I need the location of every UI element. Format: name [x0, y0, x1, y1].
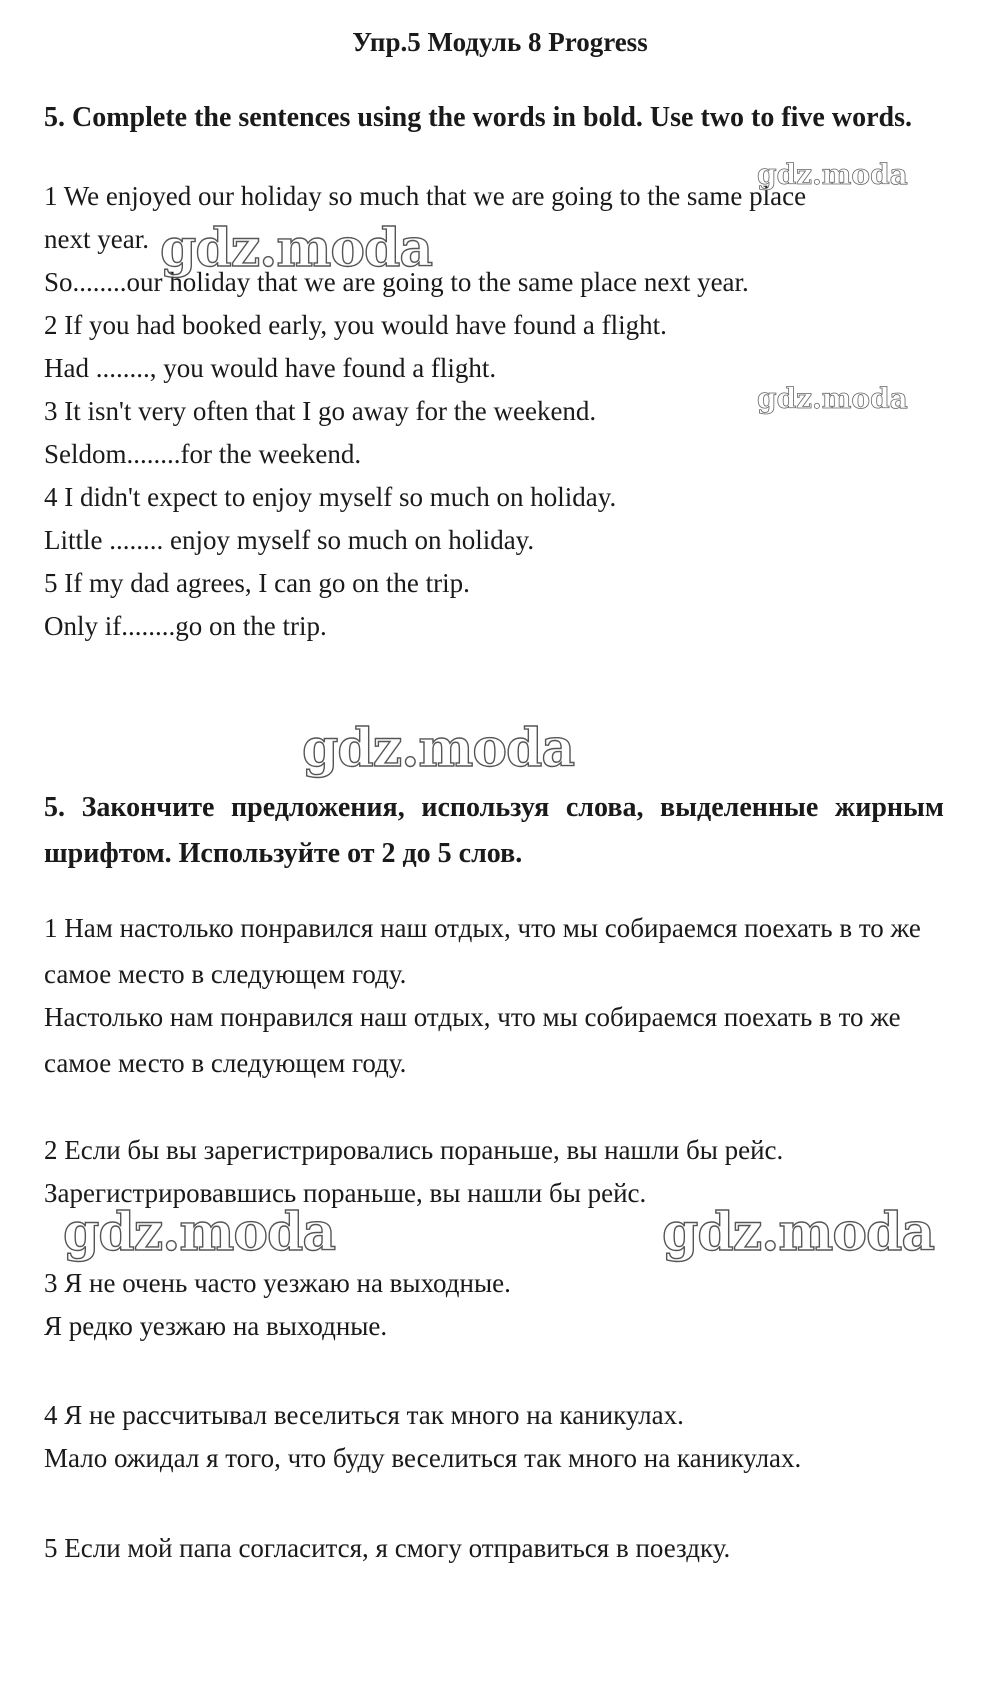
translation-original: 4 Я не рассчитывал веселиться так много на каникулах. [44, 1400, 684, 1430]
translation-answer: Настолько нам понравился наш отдых, что мы собираемся поехать в то же самое место в следующем году. [44, 1002, 901, 1078]
translation-original: 5 Если мой папа согласится, я смогу отправиться в поездку. [44, 1533, 731, 1563]
sentence-line: Little ........ enjoy myself so much on holiday. [44, 525, 535, 555]
translation-original: 1 Нам настолько понравился наш отдых, что мы собираемся поехать в то же самое место в следующем году. [44, 913, 921, 989]
watermark-logo: gdz.moda [757, 158, 908, 191]
translation-original: 2 Если бы вы зарегистрировались пораньше, вы нашли бы рейс. [44, 1135, 784, 1165]
watermark-logo: gdz.moda [302, 718, 575, 779]
watermark-logo: gdz.moda [160, 218, 433, 279]
sentence-line: Had ........, you would have found a flight. [44, 353, 497, 383]
translation-answer: Я редко уезжаю на выходные. [44, 1311, 388, 1341]
sentence-line: 2 If you had booked early, you would have found a flight. [44, 310, 667, 340]
exercise-heading-english: 5. Complete the sentences using the words in bold. Use two to five words. [44, 102, 912, 133]
sentence-line: Only if........go on the trip. [44, 611, 327, 641]
sentence-line: 3 It isn't very often that I go away for the weekend. [44, 396, 597, 426]
watermark-logo: gdz.moda [757, 382, 908, 415]
translation-answer: Зарегистрировавшись пораньше, вы нашли бы рейс. [44, 1178, 647, 1208]
sentence-line: Seldom........for the weekend. [44, 439, 362, 469]
sentence-line: 1 We enjoyed our holiday so much that we are going to the same place [44, 181, 807, 211]
sentence-line: next year. [44, 224, 149, 254]
sentence-line: 5 If my dad agrees, I can go on the trip. [44, 568, 470, 598]
translation-answer: Мало ожидал я того, что буду веселиться так много на каникулах. [44, 1443, 802, 1473]
sentence-line: So........our holiday that we are going to the same place next year. [44, 267, 749, 297]
translation-original: 3 Я не очень часто уезжаю на выходные. [44, 1268, 511, 1298]
sentence-line: 4 I didn't expect to enjoy myself so much on holiday. [44, 482, 617, 512]
page-title: Упр.5 Модуль 8 Progress [352, 27, 648, 57]
watermark-logo: gdz.moda [63, 1202, 336, 1263]
watermark-logo: gdz.moda [662, 1202, 935, 1263]
exercise-heading-russian: 5. Закончите предложения, используя слова, выделенные жирным шрифтом. Используйте от 2 до 5 слов. [44, 792, 944, 869]
